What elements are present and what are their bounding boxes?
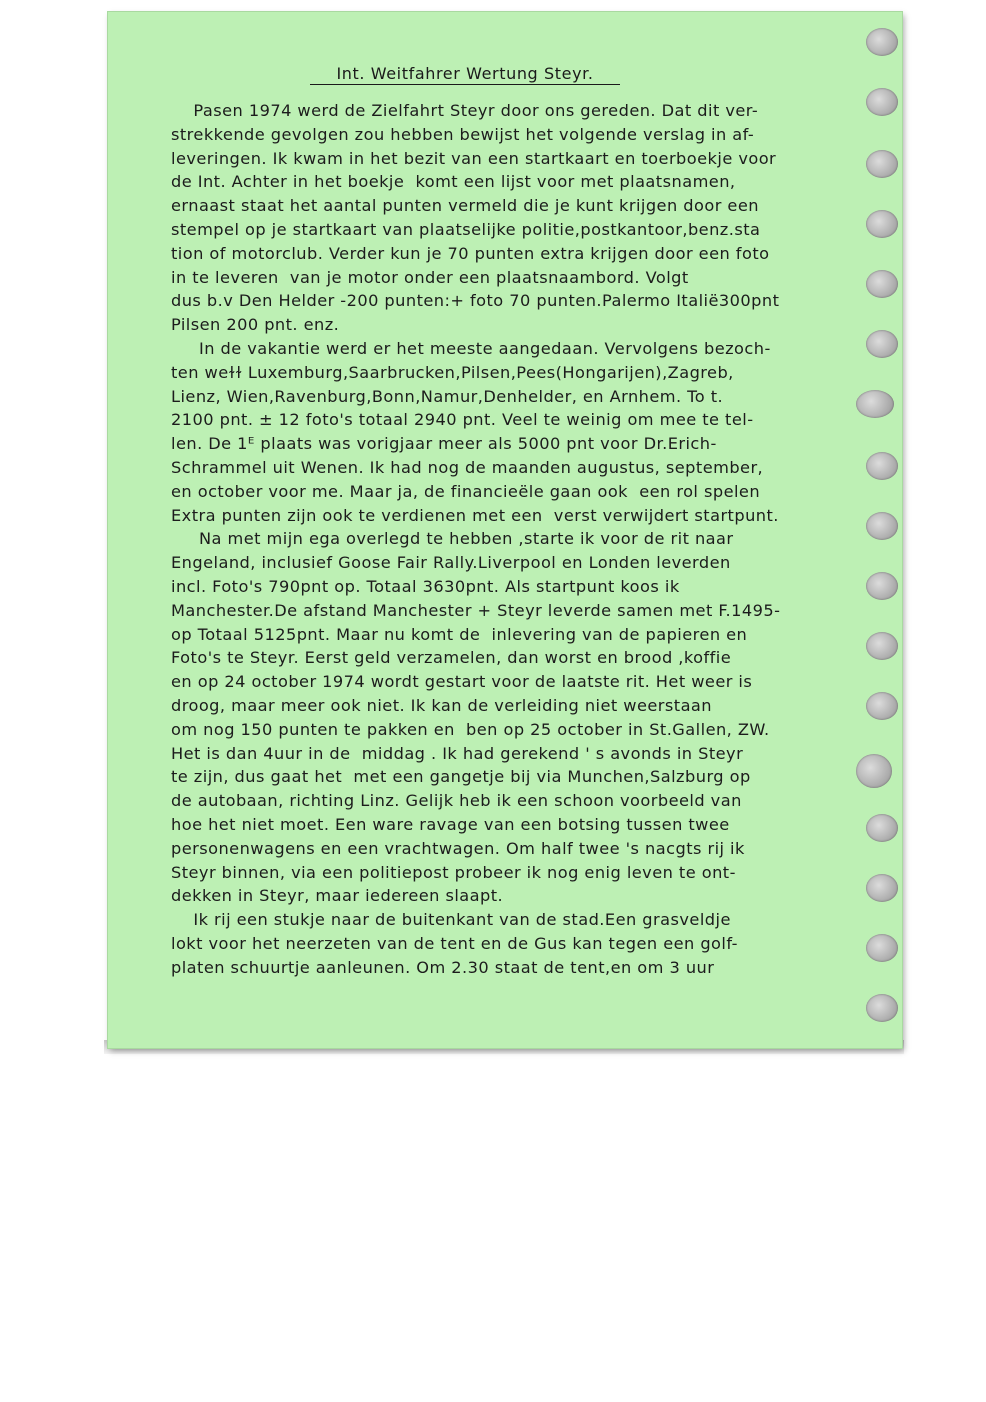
text-line: en op 24 october 1974 wordt gestart voor de laatste rit. Het weer is — [171, 672, 753, 692]
text-line: len. De 1ᴱ plaats was vorigjaar meer als 5000 pnt voor Dr.Erich- — [171, 434, 717, 454]
punch-hole-icon — [866, 512, 898, 540]
punch-hole-icon — [866, 572, 898, 600]
text-line: tion of motorclub. Verder kun je 70 punten extra krijgen door een foto — [171, 243, 770, 263]
text-line: Pilsen 200 pnt. enz. — [171, 315, 340, 335]
text-line: personenwagens en een vrachtwagen. Om half twee 's nacgts rij ik — [171, 838, 745, 858]
text-line: Pasen 1974 werd de Zielfahrt Steyr door ons gereden. Dat dit ver- — [171, 101, 759, 120]
punch-hole-icon — [866, 452, 898, 480]
punch-hole-icon — [856, 390, 894, 418]
punch-hole-icon — [866, 270, 898, 298]
text-line: Schrammel uit Wenen. Ik had nog de maanden augustus, september, — [171, 457, 764, 477]
punch-hole-icon — [866, 874, 898, 902]
text-line: de autobaan, richting Linz. Gelijk heb ik een schoon voorbeeld van — [171, 791, 742, 811]
punch-hole-icon — [866, 814, 898, 842]
text-line: Steyr binnen, via een politiepost probeer ik nog enig leven te ont- — [171, 862, 736, 882]
text-line: dus b.v Den Helder -200 punten:+ foto 70 punten.Palermo Italië300pnt — [171, 291, 780, 311]
text-line: ernaast staat het aantal punten vermeld die je kunt krijgen door een — [171, 196, 759, 216]
text-line: op Totaal 5125pnt. Maar nu komt de inlevering van de papieren en — [171, 624, 748, 644]
text-line: lokt voor het neerzeten van de tent en de Gus kan tegen een golf- — [171, 933, 738, 953]
text-line: strekkende gevolgen zou hebben bewijst het volgende verslag in af- — [171, 124, 755, 144]
text-line: droog, maar meer ook niet. Ik kan de verleiding niet weerstaan — [171, 695, 713, 715]
text-line: de Int. Achter in het boekje komt een lijst voor met plaatsnamen, — [171, 172, 736, 192]
punch-hole-icon — [866, 210, 898, 238]
punch-hole-icon — [866, 88, 898, 116]
text-line: Na met mijn ega overlegd te hebben ,starte ik voor de rit naar — [171, 529, 734, 549]
text-line: Lienz, Wien,Ravenburg,Bonn,Namur,Denhelder, en Arnhem. To t. — [171, 386, 724, 406]
text-line: om nog 150 punten te pakken en ben op 25 october in St.Gallen, ZW. — [171, 719, 770, 739]
punch-hole-icon — [866, 934, 898, 962]
punch-hole-icon — [866, 28, 898, 56]
text-line: Engeland, inclusief Goose Fair Rally.Liverpool en Londen leverden — [171, 553, 731, 573]
text-line: Het is dan 4uur in de middag . Ik had gerekend ' s avonds in Steyr — [171, 743, 744, 763]
text-line: In de vakantie werd er het meeste aangedaan. Vervolgens bezoch- — [171, 338, 771, 358]
punch-hole-icon — [866, 692, 898, 720]
document-title: Int. Weitfahrer Wertung Steyr. — [310, 64, 620, 85]
text-line: hoe het niet moet. Een ware ravage van een botsing tussen twee — [171, 814, 730, 834]
text-line: ten weɫɫ Luxemburg,Saarbrucken,Pilsen,Pees(Hongarijen),Zagreb, — [171, 362, 734, 382]
text-line: 2100 pnt. ± 12 foto's totaal 2940 pnt. Veel te weinig om mee te tel- — [171, 410, 754, 430]
text-line: dekken in Steyr, maar iedereen slaapt. — [171, 886, 504, 906]
text-line: stempel op je startkaart van plaatselijke politie,postkantoor,benz.sta — [171, 219, 761, 239]
punch-hole-icon — [866, 632, 898, 660]
text-line: leveringen. Ik kwam in het bezit van een startkaart en toerboekje voor — [171, 148, 777, 168]
punch-hole-icon — [866, 994, 898, 1022]
text-line: Foto's te Steyr. Eerst geld verzamelen, dan worst en brood ,koffie — [171, 648, 732, 668]
text-line: incl. Foto's 790pnt op. Totaal 3630pnt. Als startpunt koos ik — [171, 576, 680, 596]
punch-hole-icon — [866, 150, 898, 178]
text-line: Extra punten zijn ook te verdienen met een verst verwijdert startpunt. — [171, 505, 779, 525]
punch-hole-icon — [866, 330, 898, 358]
text-line: Ik rij een stukje naar de buitenkant van de stad.Een grasveldje — [171, 910, 731, 930]
typed-text-body — [171, 99, 861, 979]
text-line: platen schuurtje aanleunen. Om 2.30 staat de tent,en om 3 uur — [171, 957, 715, 977]
text-line: en october voor me. Maar ja, de financieële gaan ook een rol spelen — [171, 481, 761, 501]
text-line: in te leveren van je motor onder een plaatsnaambord. Volgt — [171, 267, 689, 287]
text-line: te zijn, dus gaat het met een gangetje bij via Munchen,Salzburg op — [171, 767, 751, 787]
punch-hole-icon — [856, 754, 892, 788]
text-line: Manchester.De afstand Manchester + Steyr leverde samen met F.1495- — [171, 600, 781, 620]
